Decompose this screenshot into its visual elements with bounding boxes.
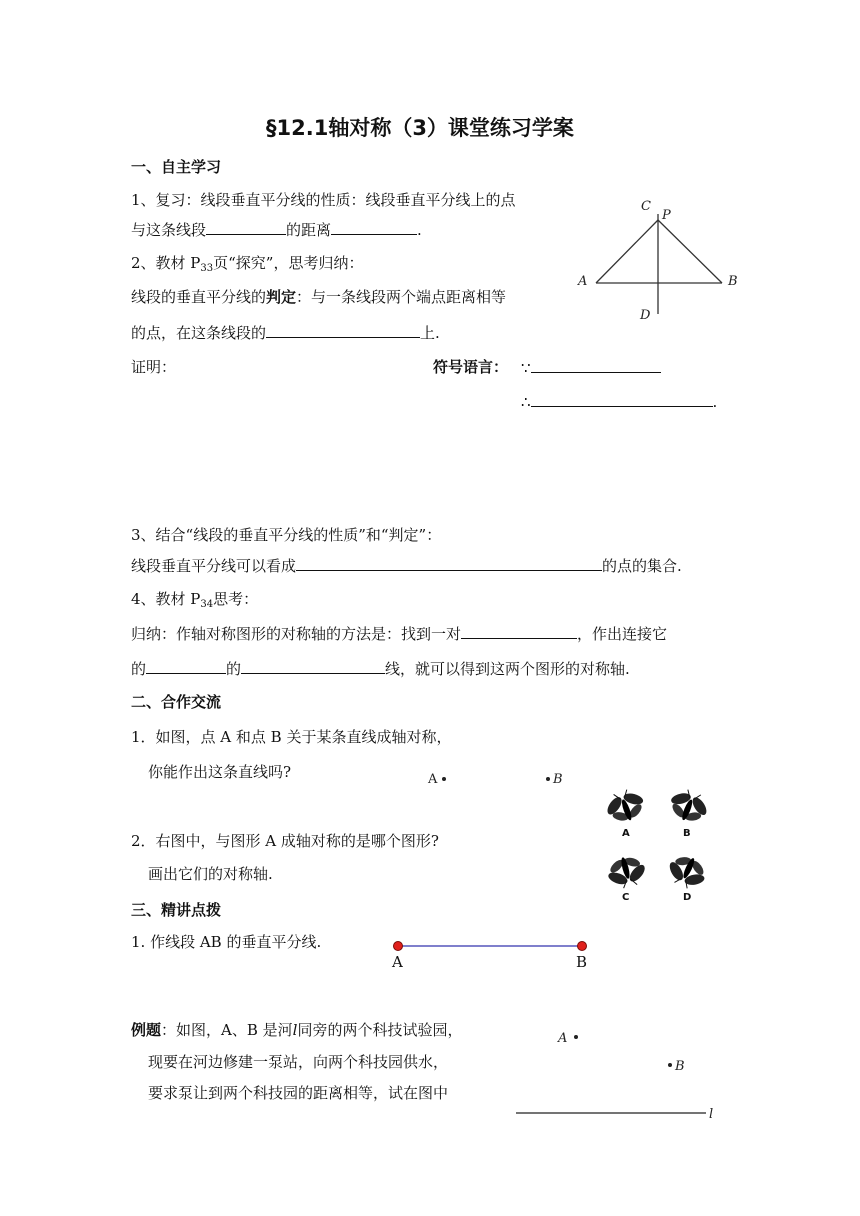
example-label: 例题 xyxy=(131,1021,162,1039)
park-b-point xyxy=(668,1063,672,1067)
point-b-label: B xyxy=(553,772,563,787)
therefore-end: . xyxy=(712,393,718,411)
point-a-label: A xyxy=(428,772,438,787)
therefore-line xyxy=(521,391,717,412)
bug-d xyxy=(662,849,713,894)
bug-label-c: C xyxy=(622,892,630,903)
label-c: C xyxy=(641,199,651,214)
item4-line xyxy=(131,589,258,615)
point-a xyxy=(442,777,446,781)
bug-b xyxy=(663,784,713,828)
because-line xyxy=(521,357,661,378)
segment-pb xyxy=(658,220,722,283)
segment-question: 1. 作线段 AB 的垂直平分线. xyxy=(131,933,322,951)
label-b: B xyxy=(728,274,738,289)
answer-blank[interactable] xyxy=(531,391,713,407)
page-title: §12.1轴对称（3）课堂练习学案 xyxy=(266,116,574,140)
segment-pa xyxy=(596,220,658,283)
answer-blank[interactable] xyxy=(531,357,661,373)
summary-text-e: 线，就可以得到这两个图形的对称轴. xyxy=(385,660,630,678)
item2-text-a: 2、教材 P xyxy=(131,254,201,272)
item2-line xyxy=(131,253,363,279)
page-subscript: 34 xyxy=(200,599,214,610)
item1-text-c: . xyxy=(417,221,422,239)
verdict-line2 xyxy=(131,322,440,343)
example-text-a: ：如图，A、B 是河 xyxy=(161,1021,293,1039)
bug-label-a: A xyxy=(622,828,630,839)
park-a-point xyxy=(574,1035,578,1039)
bug-a xyxy=(600,785,650,828)
answer-blank[interactable] xyxy=(206,219,286,235)
endpoint-b-label: B xyxy=(576,953,588,971)
summary-text-b: ，作出连接它 xyxy=(577,625,668,643)
bugs-figure xyxy=(596,786,726,908)
item4-text-b: 思考： xyxy=(213,590,259,608)
verdict-text-a: 线段的垂直平分线的 xyxy=(131,288,267,306)
q2-line1: 2．右图中，与图形 A 成轴对称的是哪个图形? xyxy=(131,832,439,850)
example-line2: 现要在河边修建一泵站，向两个科技园供水， xyxy=(148,1053,449,1071)
summary-text-c: 的 xyxy=(131,660,147,678)
bug-label-b: B xyxy=(683,828,691,839)
because-symbol: ∵ xyxy=(521,359,531,377)
endpoint-a xyxy=(394,942,403,951)
answer-blank[interactable] xyxy=(461,623,577,639)
summary-text-a: 归纳：作轴对称图形的对称轴的方法是：找到一对 xyxy=(131,625,462,643)
example-line1 xyxy=(131,1020,462,1040)
label-p: P xyxy=(662,208,671,223)
point-b xyxy=(546,777,550,781)
proof-label: 证明： xyxy=(131,358,177,376)
answer-blank[interactable] xyxy=(146,658,226,674)
verdict-text-d: 上. xyxy=(420,324,440,342)
therefore-symbol: ∴ xyxy=(521,393,531,411)
verdict-text-b: ：与一条线段两个端点距离相等 xyxy=(296,288,507,306)
page-subscript: 33 xyxy=(200,263,214,274)
answer-blank[interactable] xyxy=(266,322,420,338)
q1-line2: 你能作出这条直线吗? xyxy=(148,763,292,781)
section-heading-3: 三、精讲点拨 xyxy=(131,901,222,919)
endpoint-b xyxy=(578,942,587,951)
item1-text-a: 与这条线段 xyxy=(131,221,207,239)
item4-text-a: 4、教材 P xyxy=(131,590,201,608)
bug-c xyxy=(602,852,651,892)
item1-line1: 1、复习：线段垂直平分线的性质：线段垂直平分线上的点 xyxy=(131,191,516,209)
endpoint-a-label: A xyxy=(392,953,403,971)
item3-text-a: 线段垂直平分线可以看成 xyxy=(131,557,297,575)
section-heading-2: 二、合作交流 xyxy=(131,693,222,711)
item3-text-b: 的点的集合. xyxy=(602,557,682,575)
verdict-bold: 判定 xyxy=(266,288,297,306)
river-label: l xyxy=(709,1107,714,1122)
item1-text-b: 的距离 xyxy=(286,221,332,239)
answer-blank[interactable] xyxy=(331,219,417,235)
points-ab-figure xyxy=(420,765,580,795)
q1-line1: 1．如图，点 A 和点 B 关于某条直线成轴对称， xyxy=(131,728,452,746)
item1-line2 xyxy=(131,219,422,240)
example-line3: 要求泵让到两个科技园的距离相等，试在图中 xyxy=(148,1084,449,1102)
q2-line2: 画出它们的对称轴. xyxy=(148,865,273,883)
example-text-b: 同旁的两个科技试验园， xyxy=(297,1021,463,1039)
answer-blank[interactable] xyxy=(296,555,602,571)
park-a-label: A xyxy=(558,1031,568,1046)
summary-text-d: 的 xyxy=(226,660,242,678)
river-symbol: l xyxy=(292,1021,298,1039)
item2-text-b: 页“探究”，思考归纳： xyxy=(213,254,364,272)
summary-line1 xyxy=(131,623,667,644)
river-figure xyxy=(510,1024,730,1128)
park-b-label: B xyxy=(675,1059,685,1074)
label-a: A xyxy=(578,274,588,289)
label-d: D xyxy=(640,308,651,323)
item3-line2 xyxy=(131,555,682,576)
section-heading-1: 一、自主学习 xyxy=(131,158,222,176)
item3-line1: 3、结合“线段的垂直平分线的性质”和“判定”： xyxy=(131,526,442,544)
answer-blank[interactable] xyxy=(241,658,385,674)
symbol-language-label: 符号语言： xyxy=(433,358,509,376)
verdict-text-c: 的点，在这条线段的 xyxy=(131,324,267,342)
bug-label-d: D xyxy=(683,892,692,903)
summary-line2 xyxy=(131,658,630,679)
perpendicular-bisector-figure xyxy=(570,190,750,330)
verdict-line1 xyxy=(131,287,506,307)
segment-ab-figure xyxy=(388,936,598,972)
